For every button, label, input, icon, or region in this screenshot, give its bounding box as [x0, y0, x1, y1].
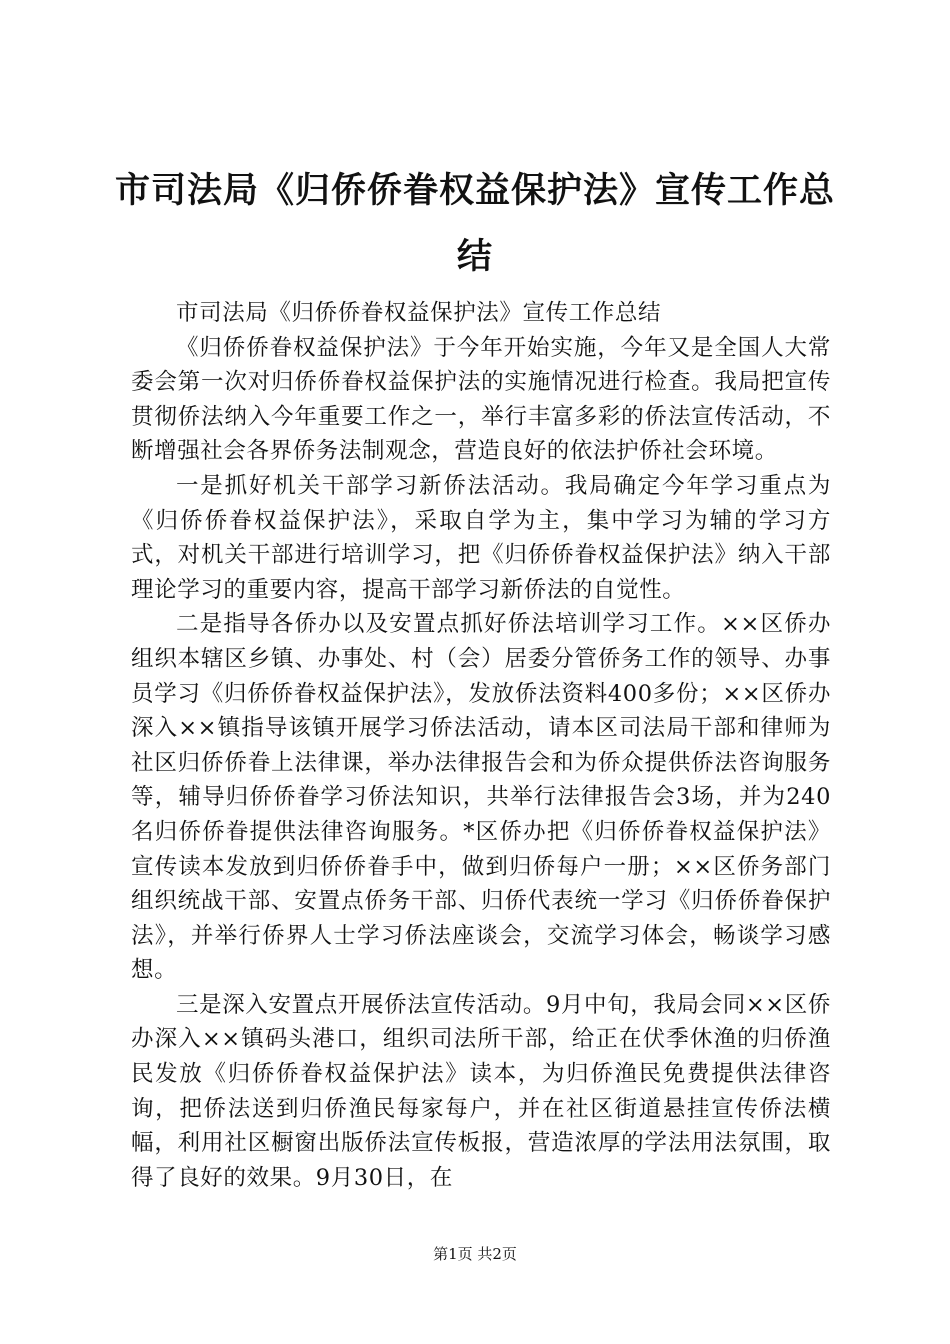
paragraph-subtitle: 市司法局《归侨侨眷权益保护法》宣传工作总结	[176, 300, 662, 326]
page-number-current: 第1页	[433, 1245, 473, 1263]
paragraph-point-one: 一是抓好机关干部学习新侨法活动。我局确定今年学习重点为《归侨侨眷权益保护法》，采取自学为主，集中学习为辅的学习方式，对机关干部进行培训学习，把《归侨侨眷权益保护法》纳入干部理论学习的重要内容，提高干部学习新侨法的自觉性。	[131, 472, 831, 603]
page-footer	[0, 1244, 950, 1264]
paragraph-point-two: 二是指导各侨办以及安置点抓好侨法培训学习工作。××区侨办组织本辖区乡镇、办事处、村（会）居委分管侨务工作的领导、办事员学习《归侨侨眷权益保护法》，发放侨法资料400多份；××区侨办深入××镇指导该镇开展学习侨法活动，请本区司法局干部和律师为社区归侨侨眷上法律课，举办法律报告会和为侨众提供侨法咨询服务等，辅导归侨侨眷学习侨法知识，共举行法律报告会3场，并为240名归侨侨眷提供法律咨询服务。*区侨办把《归侨侨眷权益保护法》宣传读本发放到归侨侨眷手中，做到归侨每户一册；××区侨务部门组织统战干部、安置点侨务干部、归侨代表统一学习《归侨侨眷保护法》，并举行侨界人士学习侨法座谈会，交流学习体会，畅谈学习感想。	[131, 611, 831, 984]
paragraph-point-three: 三是深入安置点开展侨法宣传活动。9月中旬，我局会同××区侨办深入××镇码头港口，组织司法所干部，给正在伏季休渔的归侨渔民发放《归侨侨眷权益保护法》读本，为归侨渔民免费提供法律咨询，把侨法送到归侨渔民每家每户，并在社区街道悬挂宣传侨法横幅，利用社区橱窗出版侨法宣传板报，营造浓厚的学法用法氛围，取得了良好的效果。9月30日，在	[131, 991, 831, 1191]
document-title: 市司法局《归侨侨眷权益保护法》宣传工作总结	[114, 171, 835, 277]
paragraph-intro: 《归侨侨眷权益保护法》于今年开始实施，今年又是全国人大常委会第一次对归侨侨眷权益保护法的实施情况进行检查。我局把宣传贯彻侨法纳入今年重要工作之一，举行丰富多彩的侨法宣传活动，不断增强社会各界侨务法制观念，营造良好的依法护侨社会环境。	[131, 334, 831, 465]
page-number-total: 共2页	[477, 1245, 517, 1263]
document-body	[131, 296, 831, 1195]
